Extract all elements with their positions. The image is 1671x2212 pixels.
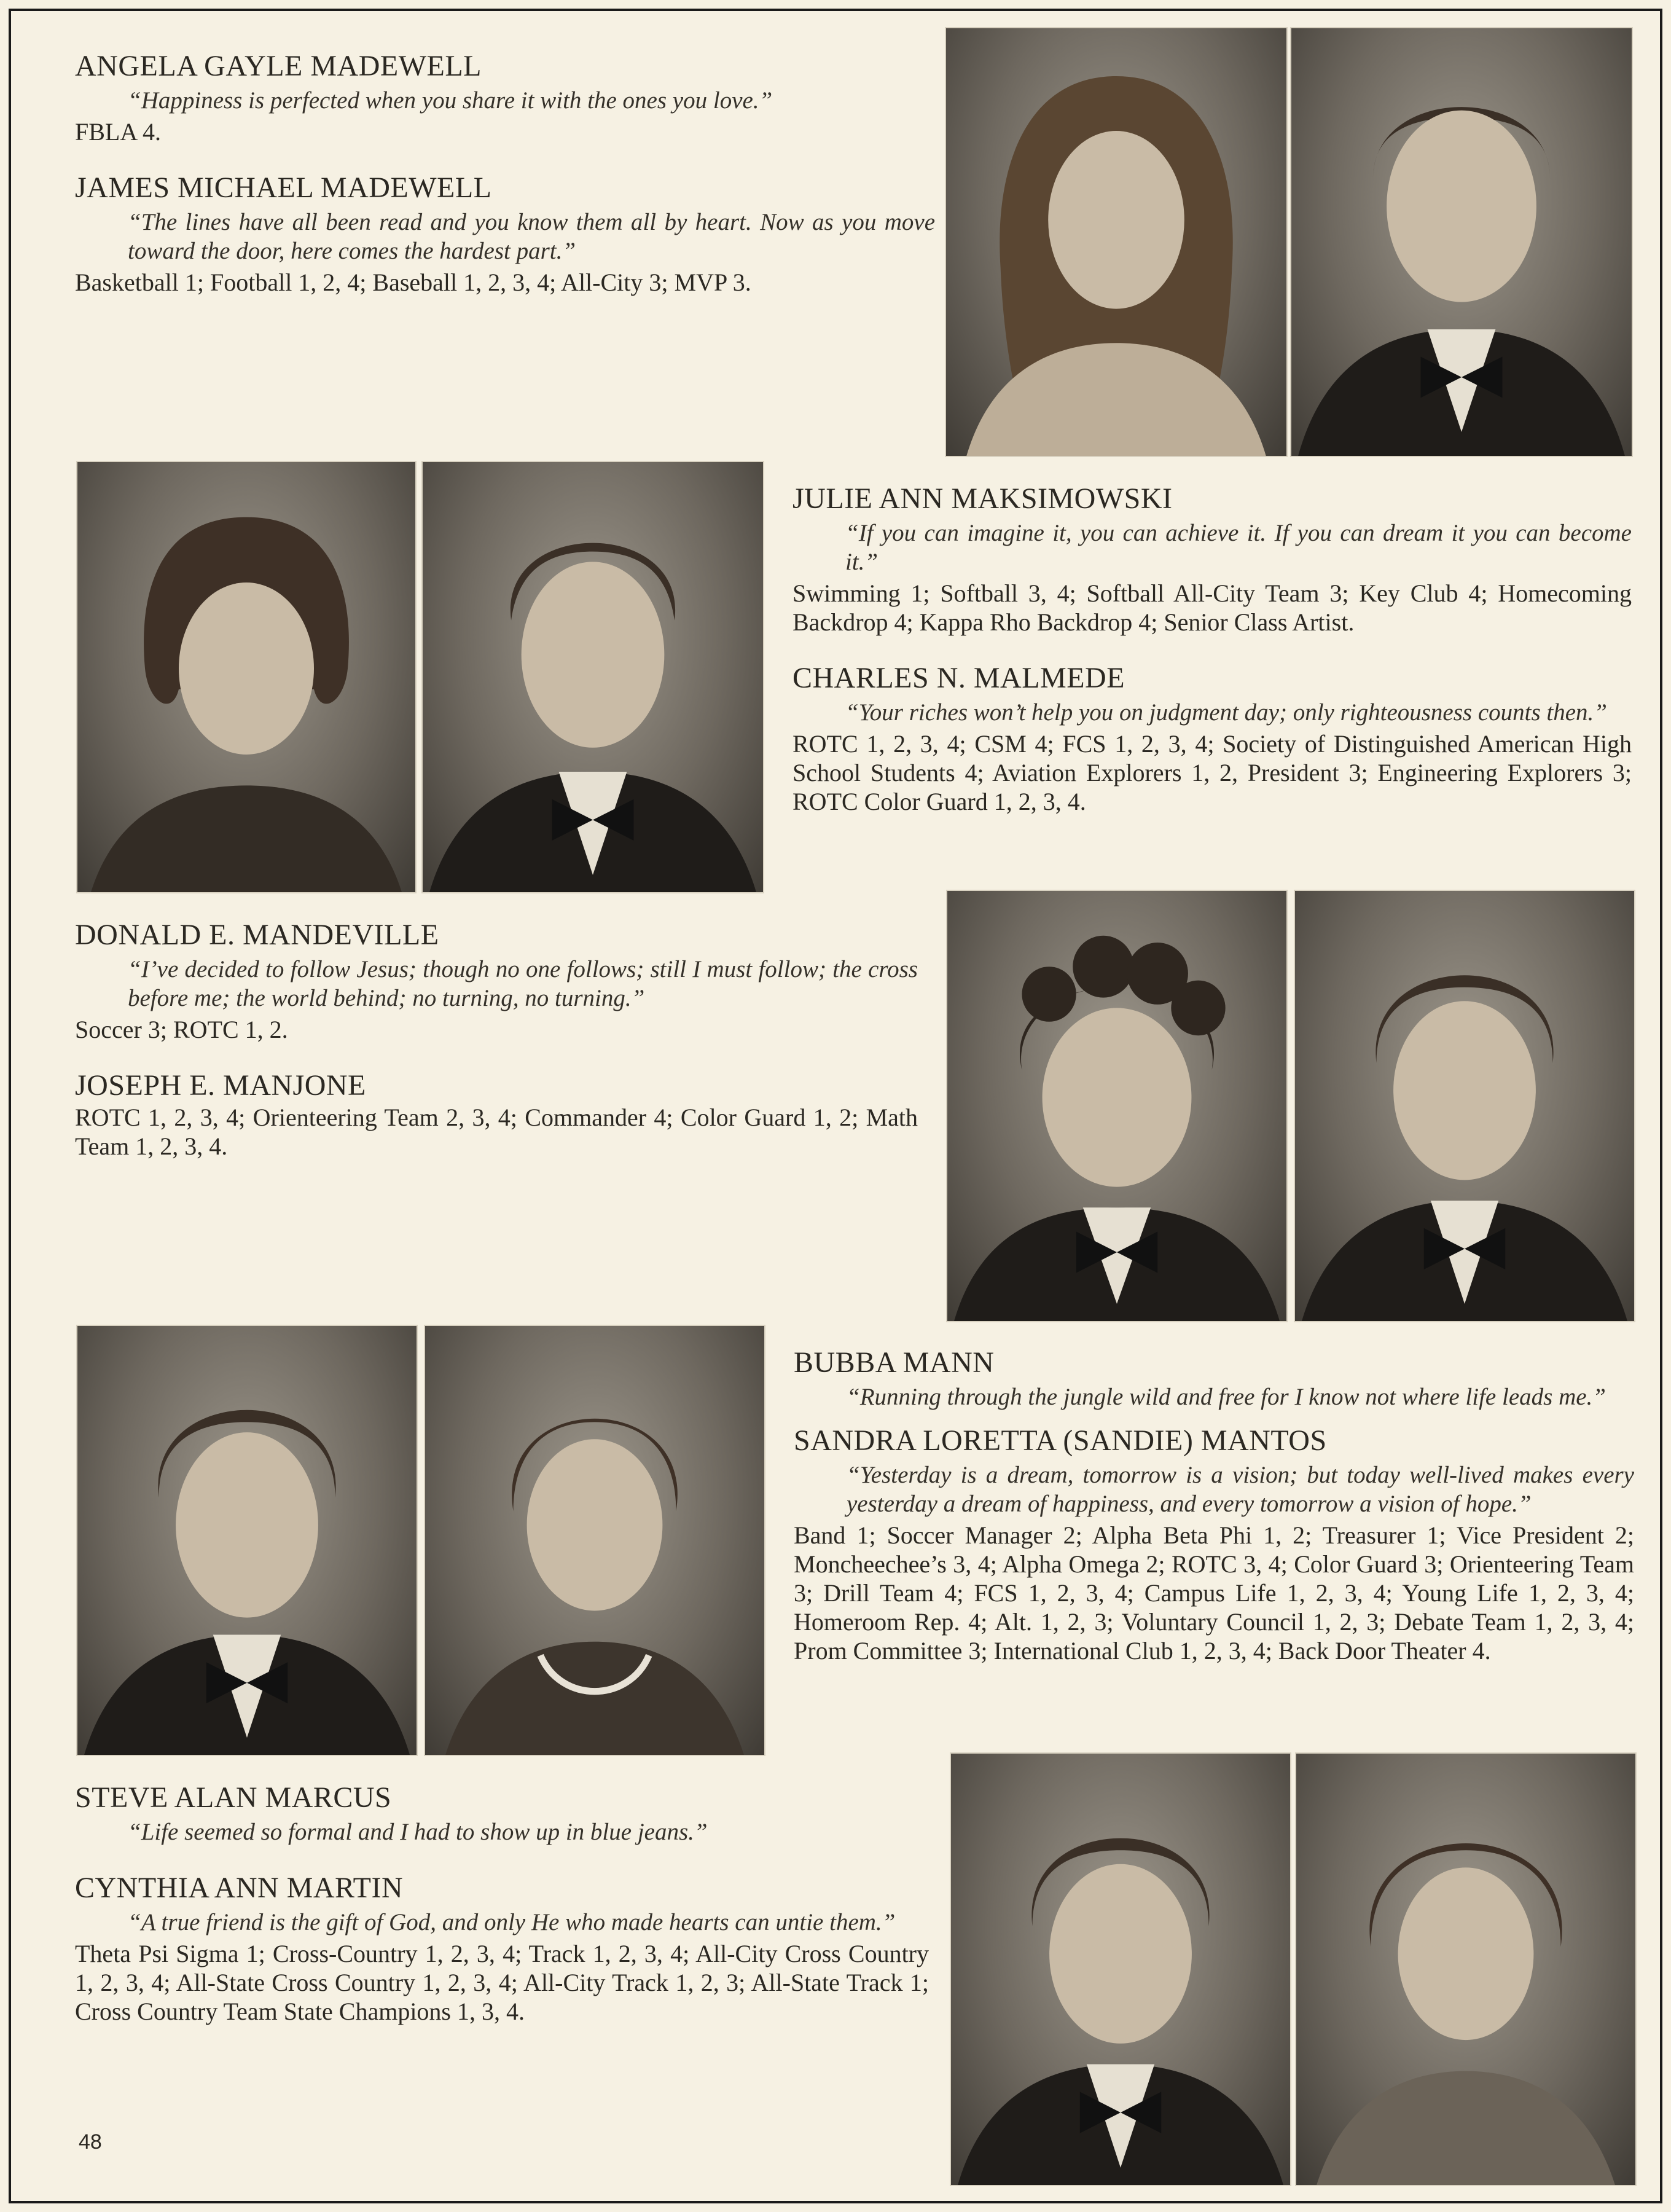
student-quote: “Life seemed so formal and I had to show up in blue jeans.”	[128, 1819, 708, 1845]
student-name: DONALD E. MANDEVILLE	[75, 919, 439, 951]
student-entry	[794, 1424, 1634, 1665]
student-name: ANGELA GAYLE MADEWELL	[75, 50, 482, 82]
student-quote: “The lines have all been read and you know them all by heart. Now as you move toward the door, here comes the hardest part.”	[128, 209, 935, 264]
student-quote: “Your riches won’t help you on judgment day; only righteousness counts then.”	[845, 699, 1608, 726]
student-name: SANDRA LORETTA (SANDIE) MANTOS	[794, 1424, 1327, 1457]
portrait-photo-angela	[945, 27, 1288, 457]
student-quote: “Yesterday is a dream, tomorrow is a vision; but today well-lived makes every yesterday a dream of happiness, and every tomorrow a vision of hope.”	[847, 1462, 1634, 1517]
student-entry	[792, 661, 1632, 816]
portrait-photo-donald	[946, 890, 1288, 1322]
student-name: BUBBA MANN	[794, 1346, 995, 1379]
student-name: STEVE ALAN MARCUS	[75, 1781, 392, 1814]
student-quote: “I’ve decided to follow Jesus; though no one follows; still I must follow; the cross before me; the world behind; no turning, no turning.”	[128, 956, 918, 1011]
portrait-photo-joseph	[1294, 890, 1635, 1322]
student-quote: “If you can imagine it, you can achieve it. If you can dream it you can become it.”	[845, 520, 1632, 575]
text-block-2	[792, 482, 1632, 841]
student-quote: “Running through the jungle wild and free for I know not where life leads me.”	[847, 1384, 1606, 1410]
student-entry	[75, 1871, 929, 2026]
student-entry	[75, 1069, 918, 1161]
text-block-3	[75, 918, 918, 1185]
portrait-photo-cynthia	[1295, 1752, 1637, 2186]
portrait-photo-julie	[76, 461, 417, 893]
text-block-5	[75, 1781, 929, 2050]
student-name: JULIE ANN MAKSIMOWSKI	[792, 482, 1173, 515]
student-activities: Theta Psi Sigma 1; Cross-Country 1, 2, 3, 4; Track 1, 2, 3, 4; All-City Cross Country 1, 2, 3, 4; All-State Cross Country 1, 2, 3, 4; All-City Track 1, 2, 3; All-State Track 1; Cross Country Team State Champions 1, 3, 4.	[75, 1940, 929, 2025]
student-activities: Swimming 1; Softball 3, 4; Softball All-City Team 3; Key Club 4; Homecoming Backdrop 4; Kappa Rho Backdrop 4; Senior Class Artist.	[792, 579, 1632, 636]
student-entry	[75, 918, 918, 1044]
student-quote: “A true friend is the gift of God, and only He who made hearts can untie them.”	[128, 1909, 896, 1936]
student-activities: ROTC 1, 2, 3, 4; Orienteering Team 2, 3, 4; Commander 4; Color Guard 1, 2; Math Team 1, 2, 3, 4.	[75, 1104, 918, 1160]
student-entry	[792, 482, 1632, 637]
text-block-1	[75, 49, 935, 321]
student-name: JOSEPH E. MANJONE	[75, 1069, 366, 1102]
student-name: CYNTHIA ANN MARTIN	[75, 1872, 404, 1904]
text-block-4	[794, 1346, 1634, 1690]
student-quote: “Happiness is perfected when you share it with the ones you love.”	[128, 87, 773, 114]
student-activities: ROTC 1, 2, 3, 4; CSM 4; FCS 1, 2, 3, 4; Society of Distinguished American High School Students 4; Aviation Explorers 1, 2, President 3; Engineering Explorers 3; ROTC Color Guard 1, 2, 3, 4.	[792, 730, 1632, 815]
student-activities: Soccer 3; ROTC 1, 2.	[75, 1016, 288, 1043]
portrait-photo-charles	[421, 461, 764, 893]
page-number: 48	[79, 2130, 102, 2154]
student-name: CHARLES N. MALMEDE	[792, 662, 1125, 694]
student-activities: FBLA 4.	[75, 118, 162, 146]
student-entry	[75, 1781, 929, 1846]
student-activities: Basketball 1; Football 1, 2, 4; Baseball 1, 2, 3, 4; All-City 3; MVP 3.	[75, 269, 751, 296]
student-entry	[75, 171, 935, 297]
student-entry	[794, 1346, 1634, 1411]
portrait-photo-bubba	[76, 1325, 418, 1756]
student-name: JAMES MICHAEL MADEWELL	[75, 171, 492, 204]
student-entry	[75, 49, 935, 146]
portrait-photo-james	[1290, 27, 1633, 457]
portrait-photo-steve	[950, 1752, 1291, 2186]
portrait-photo-sandra	[424, 1325, 765, 1756]
student-activities: Band 1; Soccer Manager 2; Alpha Beta Phi 1, 2; Treasurer 1; Vice President 2; Moncheechee’s 3, 4; Alpha Omega 2; ROTC 3, 4; Color Guard 3; Orienteering Team 3; Drill Team 4; FCS 1, 2, 3, 4; Campus Life 1, 2, 3, 4; Young Life 1, 2, 3, 4; Homeroom Rep. 4; Alt. 1, 2, 3; Voluntary Council 1, 2, 3; Debate Team 1, 2, 3, 4; Prom Committee 3; International Club 1, 2, 3, 4; Back Door Theater 4.	[794, 1521, 1634, 1665]
